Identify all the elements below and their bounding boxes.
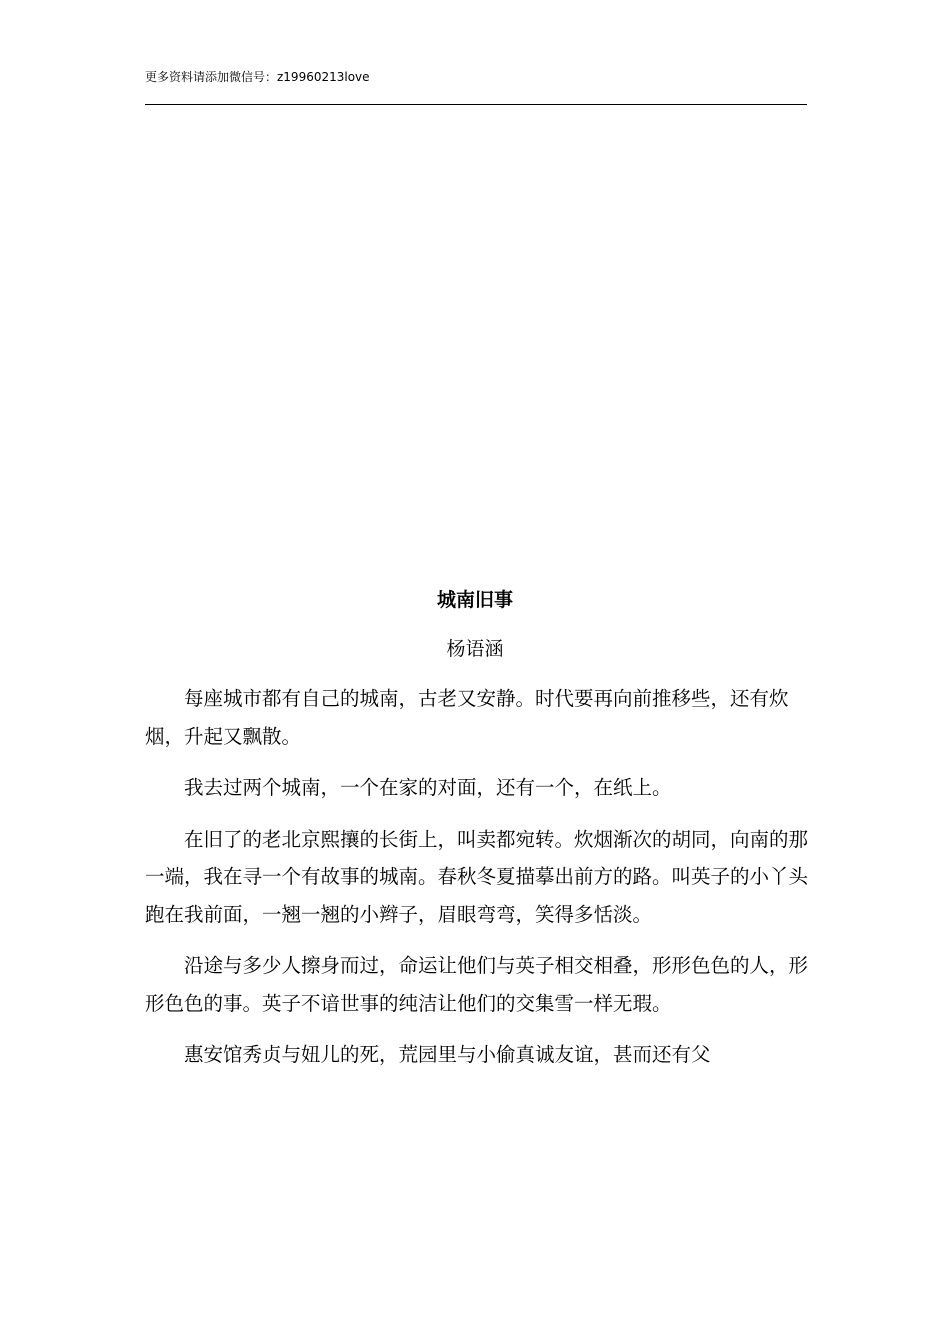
header-divider: [145, 104, 807, 105]
paragraph: 每座城市都有自己的城南，古老又安静。时代要再向前推移些，还有炊烟，升起又飘散。: [145, 687, 789, 748]
paragraph: 在旧了的老北京熙攘的长街上，叫卖都宛转。炊烟渐次的胡同，向南的那一端，我在寻一个有故事的城南。春秋冬夏描摹出前方的路。叫英子的小丫头跑在我前面，一翘一翘的小辫子，眉眼弯弯，笑得多恬淡。: [145, 827, 809, 926]
article-body: [145, 680, 815, 1088]
paragraph: 惠安馆秀贞与妞儿的死，荒园里与小偷真诚友谊，甚而还有父: [184, 1043, 711, 1066]
paragraph: 沿途与多少人擦身而过，命运让他们与英子相交相叠，形形色色的人，形形色色的事。英子不谙世事的纯洁让他们的交集雪一样无瑕。: [145, 954, 809, 1015]
article-author: 杨语涵: [446, 638, 504, 660]
article-title: 城南旧事: [436, 589, 513, 611]
paragraph: 我去过两个城南，一个在家的对面，还有一个，在纸上。: [184, 776, 672, 799]
page-header-text: 更多资料请添加微信号：z19960213love: [145, 70, 370, 84]
